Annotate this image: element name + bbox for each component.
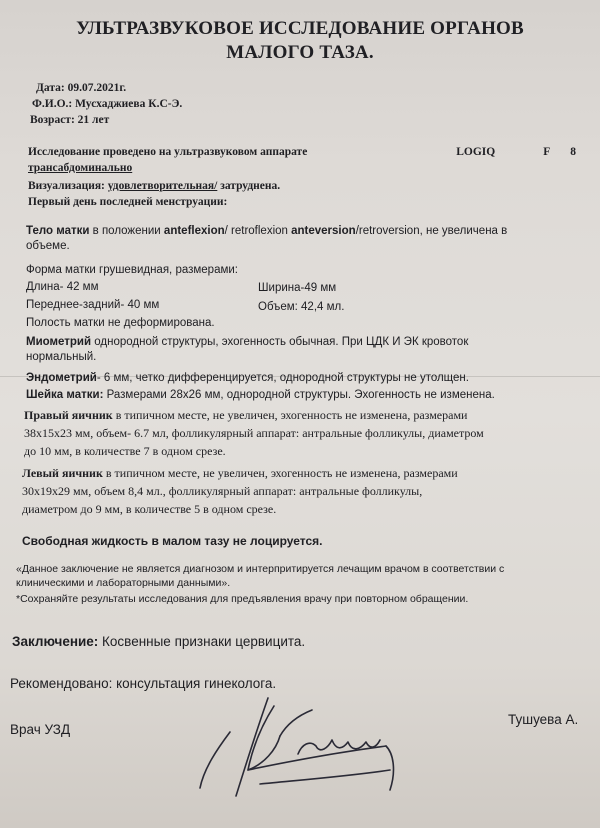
disclaimer-line-1: «Данное заключение не является диагнозом и интерпритируется лечащим врачом в соответствии с	[16, 563, 505, 575]
uterus-row	[26, 225, 507, 237]
recommendation: Рекомендовано: консультация гинеколога.	[10, 676, 277, 691]
endometrium-row	[26, 372, 469, 384]
age-row	[30, 114, 109, 126]
endometrium-text: - 6 мм, четко дифференцируется, однородной структуры не утолщен.	[96, 372, 469, 384]
right-ovary-text-3: до 10 мм, в количестве 7 в одном срезе.	[24, 444, 226, 458]
myometrium-row	[26, 336, 468, 348]
left-ovary-text-1: в типичном месте, не увеличен, эхогенность не изменена, размерами	[105, 466, 458, 480]
disclaimer-line-3: *Сохраняйте результаты исследования для предъявления врачу при повторном обращении.	[16, 593, 469, 605]
uterus-length: Длина- 42 мм	[26, 281, 99, 293]
left-ovary-row	[22, 466, 458, 481]
visualization-row	[28, 180, 280, 192]
right-ovary-row	[24, 408, 467, 423]
date-label: Дата:	[36, 82, 65, 94]
uterus-anteversion: anteversion	[291, 225, 356, 237]
cervix-row	[26, 389, 495, 401]
right-ovary-text-1: в типичном месте, не увеличен, эхогенность не изменена, размерами	[115, 408, 468, 422]
uterus-retroflexion: / retroflexion	[224, 225, 288, 237]
cervix-label: Шейка матки:	[26, 389, 104, 401]
free-fluid: Свободная жидкость в малом тазу не лоцируется.	[22, 534, 323, 548]
device-model-1: LOGIQ	[456, 146, 496, 158]
name-label: Ф.И.О.:	[32, 98, 73, 110]
conclusion-text: Косвенные признаки цервицита.	[102, 634, 306, 649]
device-method: трансабдоминально	[28, 162, 133, 174]
right-ovary-text-2: 38х15х23 мм, объем- 6.7 мл, фолликулярный аппарат: антральные фолликулы, диаметром	[24, 426, 484, 440]
cervix-text: Размерами 28х26 мм, однородной структуры. Эхогенность не изменена.	[106, 389, 495, 401]
uterus-shape: Форма матки грушевидная, размерами:	[26, 264, 238, 276]
menstruation-label: Первый день последней менструации:	[28, 196, 228, 208]
uterus-anteflexion: anteflexion	[163, 225, 225, 237]
title-line-1: УЛЬТРАЗВУКОВОЕ ИССЛЕДОВАНИЕ ОРГАНОВ	[76, 18, 524, 39]
visualization-label: Визуализация:	[28, 180, 105, 192]
device-model-2: F	[543, 146, 551, 158]
visualization-bad: затруднена.	[220, 180, 281, 192]
date-row	[36, 82, 126, 94]
left-ovary-label: Левый яичник	[22, 466, 103, 480]
visualization-good: удовлетворительная/	[107, 180, 218, 192]
device-model-3: 8	[570, 146, 576, 158]
uterus-label: Тело матки	[26, 225, 90, 237]
left-ovary-text-2: 30х19х29 мм, объем 8,4 мл., фолликулярный аппарат: антральные фолликулы,	[22, 484, 423, 498]
uterus-position-text: в положении	[92, 225, 161, 237]
myometrium-text-2: нормальный.	[26, 351, 97, 363]
device-text: Исследование проведено на ультразвуковом аппарате	[28, 146, 308, 158]
endometrium-label: Эндометрий	[26, 372, 97, 384]
name-row	[32, 98, 182, 110]
conclusion-label: Заключение:	[12, 634, 99, 649]
doctor-name: Тушуева А.	[508, 712, 579, 727]
age-label: Возраст:	[30, 114, 75, 126]
uterus-width: Ширина-49 мм	[258, 282, 337, 294]
myometrium-label: Миометрий	[26, 336, 92, 348]
myometrium-text: однородной структуры, эхогенность обычная. При ЦДК И ЭК кровоток	[94, 336, 469, 348]
disclaimer-line-2: клиническими и лабораторными данными».	[16, 577, 231, 589]
uterus-cavity: Полость матки не деформирована.	[26, 317, 215, 329]
title-line-2: МАЛОГО ТАЗА.	[226, 42, 374, 63]
doctor-signature	[190, 692, 420, 802]
device-row	[28, 146, 576, 158]
name-value: Мусхаджиева К.С-Э.	[75, 98, 183, 110]
left-ovary-text-3: диаметром до 9 мм, в количестве 5 в одном срезе.	[22, 502, 277, 516]
uterus-ap: Переднее-задний- 40 мм	[26, 299, 160, 311]
uterus-volume-note: объеме.	[26, 240, 70, 252]
doctor-title: Врач УЗД	[10, 722, 71, 737]
uterus-retroversion: /retroversion, не увеличена в	[355, 225, 508, 237]
date-value: 09.07.2021г.	[67, 82, 127, 94]
conclusion-row	[12, 634, 305, 649]
uterus-volume: Объем: 42,4 мл.	[258, 301, 345, 313]
age-value: 21 лет	[77, 114, 110, 126]
right-ovary-label: Правый яичник	[24, 408, 113, 422]
